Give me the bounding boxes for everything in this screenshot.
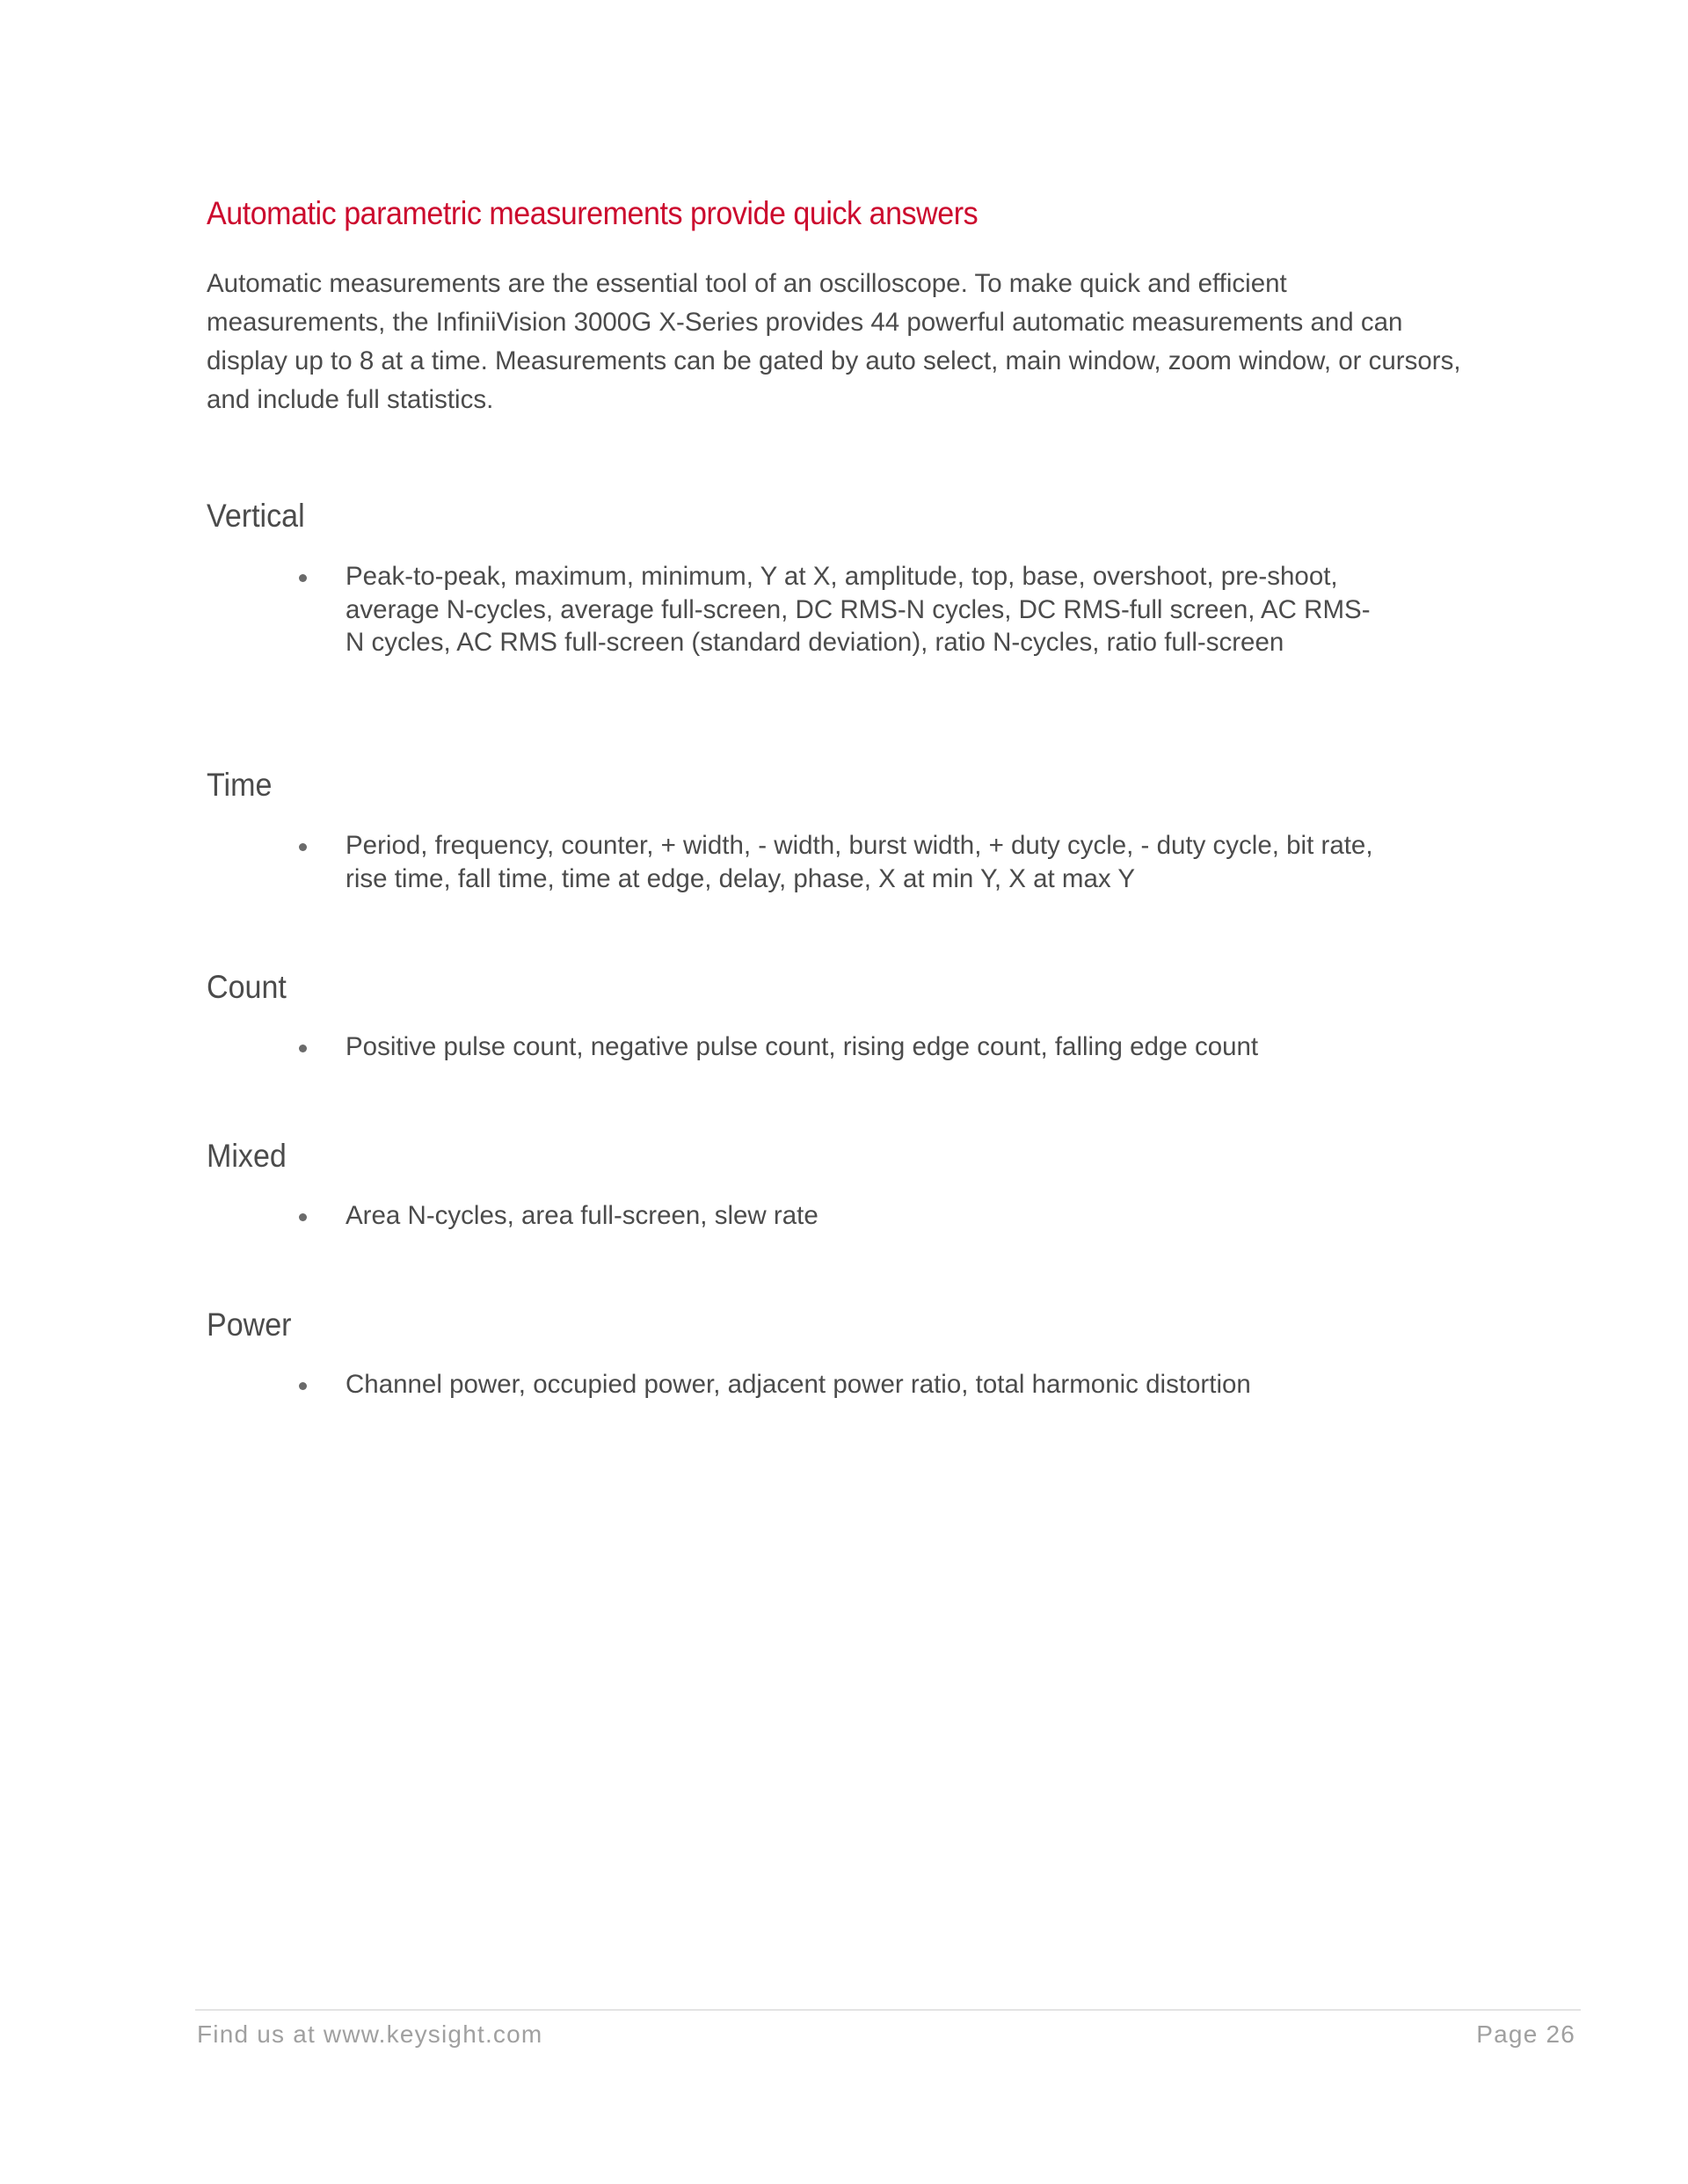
list-item <box>290 1199 1433 1233</box>
section-title-time: Time <box>207 767 273 803</box>
bullet-icon <box>299 1213 307 1221</box>
list-item <box>290 560 1389 659</box>
section-title-power: Power <box>207 1307 292 1343</box>
mixed-bullet-text: Area N-cycles, area full-screen, slew rate <box>346 1201 819 1230</box>
power-bullet-text: Channel power, occupied power, adjacent power ratio, total harmonic distortion <box>346 1370 1251 1399</box>
mixed-list <box>290 1199 1433 1233</box>
bullet-icon <box>299 1382 307 1390</box>
list-item <box>290 1030 1433 1064</box>
bullet-icon <box>299 843 307 851</box>
bullet-icon <box>299 574 307 582</box>
power-list <box>290 1368 1433 1401</box>
list-item <box>290 829 1389 895</box>
intro-paragraph: Automatic measurements are the essential tool of an oscilloscope. To make quick and efficient measurements, the InfiniiVision 3000G X-Series provides 44 powerful automatic measurements and can display up to 8 at a time. Measurements can be gated by auto select, main window, zoom window, or cursors, and include full statistics. <box>207 269 1461 414</box>
bullet-icon <box>299 1045 307 1052</box>
footer-divider <box>195 2009 1581 2011</box>
footer-website-text: Find us at www.keysight.com <box>197 2020 543 2048</box>
vertical-bullet-text: Peak-to-peak, maximum, minimum, Y at X, amplitude, top, base, overshoot, pre-shoot, average N-cycles, average full-screen, DC RMS-N cycles, DC RMS-full screen, AC RMS-N cycles, AC RMS full-screen (standard deviation), ratio N-cycles, ratio full-screen <box>346 562 1371 657</box>
count-list <box>290 1030 1433 1064</box>
section-title-count: Count <box>207 969 287 1005</box>
section-title-vertical: Vertical <box>207 498 305 534</box>
section-title-mixed: Mixed <box>207 1138 287 1174</box>
count-bullet-text: Positive pulse count, negative pulse count, rising edge count, falling edge count <box>346 1032 1259 1061</box>
time-list <box>290 829 1389 895</box>
vertical-list <box>290 560 1389 659</box>
footer-page-number: Page 26 <box>1476 2020 1575 2048</box>
list-item <box>290 1368 1433 1401</box>
page-heading: Automatic parametric measurements provide quick answers <box>207 195 979 231</box>
time-bullet-text: Period, frequency, counter, + width, - width, burst width, + duty cycle, - duty cycle, bit rate, rise time, fall time, time at edge, delay, phase, X at min Y, X at max Y <box>346 831 1373 893</box>
